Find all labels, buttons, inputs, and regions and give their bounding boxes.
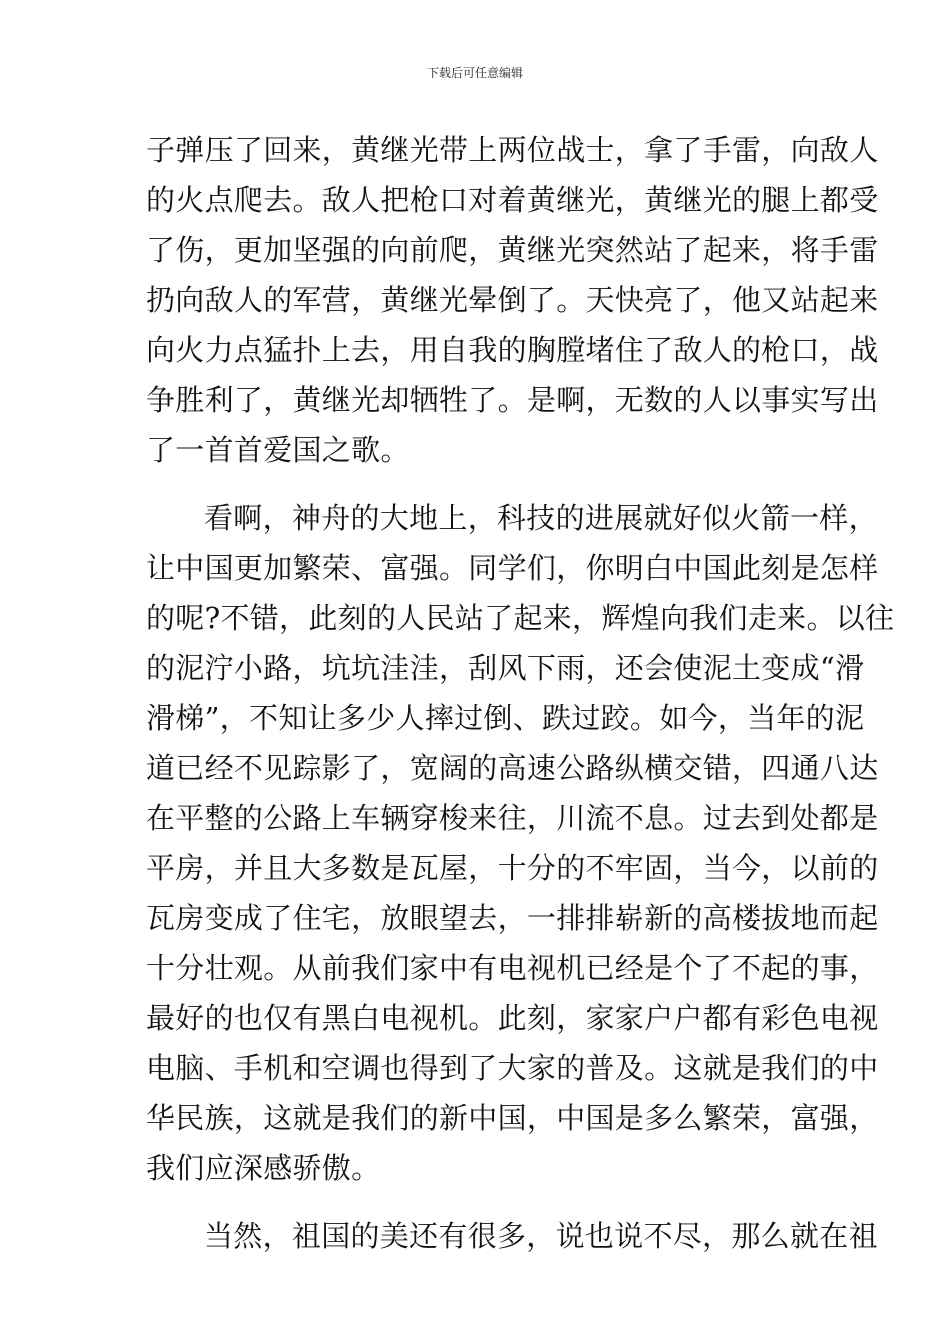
body-text <box>146 125 895 1261</box>
text-line: 最好的也仅有黑白电视机。此刻，家家户户都有彩色电视 <box>146 1001 879 1035</box>
text-line: 让中国更加繁荣、富强。同学们，你明白中国此刻是怎样 <box>146 551 879 585</box>
text-line: 的火点爬去。敌人把枪口对着黄继光，黄继光的腿上都受 <box>146 183 879 217</box>
text-line: 的呢?不错，此刻的人民站了起来，辉煌向我们走来。以往 <box>146 601 895 635</box>
text-line: 争胜利了，黄继光却牺牲了。是啊，无数的人以事实写出 <box>146 383 879 417</box>
paragraph-gap <box>146 475 811 493</box>
text-line: 电脑、手机和空调也得到了大家的普及。这就是我们的中 <box>146 1051 879 1085</box>
text-line: 看啊，神舟的大地上，科技的进展就好似火箭一样， <box>204 501 878 535</box>
text-line: 道已经不见踪影了，宽阔的高速公路纵横交错，四通八达 <box>146 751 879 785</box>
text-line: 滑梯”，不知让多少人摔过倒、跌过跤。如今，当年的泥 <box>146 701 865 735</box>
text-line: 华民族，这就是我们的新中国，中国是多么繁荣，富强， <box>146 1101 879 1135</box>
text-line: 十分壮观。从前我们家中有电视机已经是个了不起的事， <box>146 951 879 985</box>
text-line: 我们应深感骄傲。 <box>146 1151 381 1185</box>
page-header: 下载后可任意编辑 <box>426 66 523 80</box>
text-line: 的泥泞小路，坑坑洼洼，刮风下雨，还会使泥土变成“滑 <box>146 651 865 685</box>
text-line: 了伤，更加坚强的向前爬，黄继光突然站了起来，将手雷 <box>146 233 879 267</box>
paragraph-gap <box>146 1193 811 1211</box>
text-line: 子弹压了回来，黄继光带上两位战士，拿了手雷，向敌人 <box>146 133 879 167</box>
text-line: 平房，并且大多数是瓦屋，十分的不牢固，当今，以前的 <box>146 851 879 885</box>
text-line: 扔向敌人的军营，黄继光晕倒了。天快亮了，他又站起来 <box>146 283 879 317</box>
text-line: 了一首首爱国之歌。 <box>146 433 410 467</box>
text-line: 瓦房变成了住宅，放眼望去，一排排崭新的高楼拔地而起 <box>146 901 879 935</box>
text-line: 在平整的公路上车辆穿梭来往，川流不息。过去到处都是 <box>146 801 879 835</box>
text-line: 当然，祖国的美还有很多，说也说不尽，那么就在祖 <box>204 1219 878 1253</box>
text-line: 向火力点猛扑上去，用自我的胸膛堵住了敌人的枪口，战 <box>146 333 879 367</box>
